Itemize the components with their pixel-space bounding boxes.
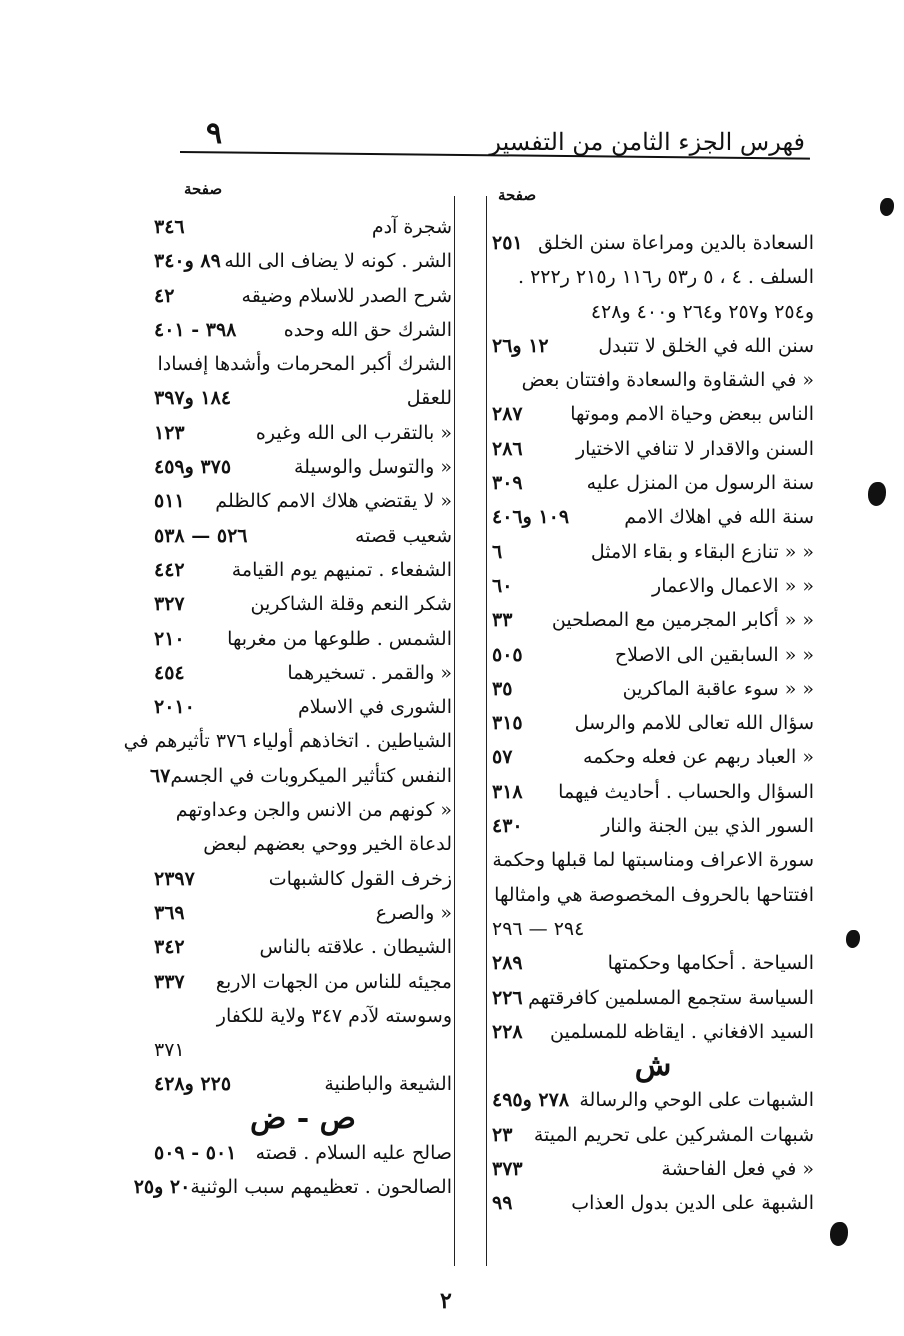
index-entry <box>150 450 452 484</box>
entry-pages: ٣٧٥ و٤٥٩ <box>154 456 232 479</box>
entry-pages: ٣٢٧ <box>154 593 185 616</box>
entry-pages: ٢٠ و٢٥ <box>133 1176 191 1199</box>
entry-text: « في فعل الفاحشة <box>661 1158 814 1181</box>
entry-text: السنن والاقدار لا تنافي الاختيار <box>575 437 814 460</box>
entry-pages: ٣٧٣ <box>492 1158 523 1181</box>
index-entry <box>150 656 452 690</box>
entry-pages: ٢٣٩٧ <box>154 867 195 890</box>
index-entry <box>488 878 814 912</box>
index-entry <box>150 930 452 964</box>
entry-text: سنة الرسول من المنزل عليه <box>586 472 814 495</box>
entry-text: « بالتقرب الى الله وغيره <box>255 421 452 444</box>
index-entry <box>150 1067 452 1101</box>
entry-text: صالح عليه السلام . قصته <box>255 1142 452 1165</box>
entry-text: شبهات المشركين على تحريم الميتة <box>533 1123 814 1146</box>
entry-text: « كونهم من الانس والجن وعداوتهم <box>175 799 452 822</box>
entry-text: لدعاة الخير ووحي بعضهم لبعض <box>203 833 452 856</box>
index-entry <box>488 1186 814 1220</box>
index-entry <box>150 965 452 999</box>
entry-text: الناس ببعض وحياة الامم وموتها <box>570 403 814 426</box>
entry-text: الشمس . طلوعها من مغربها <box>227 627 452 650</box>
index-entry <box>488 569 814 603</box>
index-entry <box>150 210 452 244</box>
entry-text: السؤال والحساب . أحاديث فيهما <box>558 780 814 803</box>
entry-pages: ٥٧ <box>492 746 513 769</box>
index-entry <box>488 397 814 431</box>
entry-pages: ١٢ و٢٦ <box>492 334 549 357</box>
entry-text: « « السابقين الى الاصلاح <box>614 643 814 666</box>
index-entry <box>150 827 452 861</box>
index-entry <box>488 809 814 843</box>
entry-pages: ٢٢٦ <box>492 986 523 1009</box>
index-entry <box>150 244 452 278</box>
entry-pages: ٤٢ <box>154 284 175 307</box>
ink-blot <box>868 482 886 506</box>
entry-pages: ٢١٠ <box>154 627 185 650</box>
index-entry <box>150 862 452 896</box>
index-entry <box>150 313 452 347</box>
entry-pages: ٢٧٨ و٤٩٥ <box>492 1089 570 1112</box>
index-entry <box>488 603 814 637</box>
index-entry <box>488 1083 814 1117</box>
entry-pages: ٢٣ <box>492 1123 513 1146</box>
column-divider <box>454 196 455 1266</box>
entry-pages: ٥٢٦ — ٥٣٨ <box>154 524 248 547</box>
index-entry <box>488 1118 814 1152</box>
entry-pages: ٣٥ <box>492 677 513 700</box>
index-entry <box>488 1015 814 1049</box>
index-entry <box>488 912 814 946</box>
entry-pages: ٣٣٧ <box>154 970 185 993</box>
entry-pages: ٣٩٨ - ٤٠١ <box>154 318 237 341</box>
entry-pages: ٢٥١ <box>492 232 523 254</box>
entry-text: الشيطان . علاقته بالناس <box>259 936 452 959</box>
index-entry <box>133 1170 452 1204</box>
page-title: فهرس الجزء الثامن من التفسير <box>489 128 805 156</box>
entry-pages: ٢٠١٠ <box>154 696 195 719</box>
page-number: ٩ <box>206 116 223 151</box>
entry-text: الشورى في الاسلام <box>297 696 452 719</box>
entry-text: « لا يقتضي هلاك الامم كالظلم <box>215 490 452 513</box>
index-entry <box>150 1136 452 1170</box>
entry-text: الشرك حق الله وحده <box>283 318 452 341</box>
index-entry <box>150 416 452 450</box>
entry-pages: ٣٤٦ <box>154 216 185 238</box>
index-entry <box>150 553 452 587</box>
entry-pages: ٤٣٠ <box>492 815 523 838</box>
index-entry <box>488 740 814 774</box>
right-column-heading: صفحة <box>498 186 537 204</box>
index-entry <box>150 519 452 553</box>
entry-pages: ٤٥٤ <box>154 661 185 684</box>
entry-text: سنن الله في الخلق لا تتبدل <box>598 334 814 357</box>
ink-blot <box>846 930 860 948</box>
entry-text: شكر النعم وقلة الشاكرين <box>250 593 452 616</box>
index-entry <box>488 1152 814 1186</box>
entry-text: ٣٧١ <box>154 1039 185 1062</box>
entry-text: النفس كتأثير الميكروبات في الجسم <box>170 764 452 787</box>
index-entry <box>488 500 814 534</box>
entry-pages: ٣١٨ <box>492 780 523 803</box>
index-entry <box>488 672 814 706</box>
entry-text: « في الشقاوة والسعادة وافتتان بعض <box>521 369 814 392</box>
entry-text: السعادة بالدين ومراعاة سنن الخلق <box>538 232 814 254</box>
index-entry <box>150 381 452 415</box>
left-index-column <box>123 210 452 1205</box>
index-entry <box>488 260 814 294</box>
index-entry <box>488 432 814 466</box>
entry-text: ص - ض <box>250 1100 356 1136</box>
index-entry <box>150 759 452 793</box>
entry-text: زخرف القول كالشبهات <box>268 867 452 890</box>
entry-text: الشفعاء . تمنيهم يوم القيامة <box>231 558 452 581</box>
entry-text: السور الذي بين الجنة والنار <box>601 815 814 838</box>
entry-pages: ١٠٩ و٤٠٦ <box>492 506 570 529</box>
page-header <box>180 112 805 168</box>
entry-text: مجيئه للناس من الجهات الاربع <box>215 970 452 993</box>
entry-text: شرح الصدر للاسلام وضيقه <box>241 284 452 307</box>
index-entry <box>488 638 814 672</box>
index-entry <box>150 793 452 827</box>
entry-pages: ٢٢٨ <box>492 1020 523 1043</box>
index-entry <box>488 775 814 809</box>
entry-pages: ٣٣ <box>492 609 513 632</box>
index-entry <box>488 295 814 329</box>
entry-text: افتتاحها بالحروف المخصوصة هي وامثالها <box>494 883 814 906</box>
entry-text: سؤال الله تعالى للامم والرسل <box>574 712 814 735</box>
entry-text: الشر . كونه لا يضاف الى الله <box>224 250 452 273</box>
entry-pages: ٣١٥ <box>492 712 523 735</box>
entry-pages: ٥١١ <box>154 490 185 513</box>
left-column-heading: صفحة <box>184 180 223 198</box>
entry-text: ٢٩٤ — ٢٩٦ <box>492 917 585 940</box>
index-entry <box>150 622 452 656</box>
entry-text: « العباد ربهم عن فعله وحكمه <box>582 746 814 769</box>
entry-pages: ٣٤٢ <box>154 936 185 959</box>
section-letter <box>150 1102 452 1136</box>
entry-pages: ١٢٣ <box>154 421 185 444</box>
index-entry <box>150 1033 452 1067</box>
signature-number: ٢ <box>440 1288 452 1314</box>
index-entry <box>123 724 452 758</box>
entry-pages: ٤٤٢ <box>154 558 185 581</box>
entry-text: « « الاعمال والاعمار <box>652 574 814 597</box>
entry-text: وسوسته لآدم ٣٤٧ ولاية للكفار <box>216 1004 452 1027</box>
entry-pages: ٦٠ <box>492 574 513 597</box>
index-entry <box>150 690 452 724</box>
entry-text: و٢٥٤ و٢٥٧ و٢٦٤ و٤٠٠ و٤٢٨ <box>590 300 814 323</box>
index-entry <box>488 981 814 1015</box>
entry-text: الشرك أكبر المحرمات وأشدها إفسادا <box>157 353 452 376</box>
entry-text: « والقمر . تسخيرهما <box>287 661 452 684</box>
ink-blot <box>830 1222 848 1246</box>
entry-pages: ٦ <box>492 540 503 563</box>
entry-text: سورة الاعراف ومناسبتها لما قبلها وحكمة <box>492 849 814 872</box>
entry-text: الشيعة والباطنية <box>324 1073 452 1096</box>
entry-pages: ٥٠١ - ٥٠٩ <box>154 1142 237 1165</box>
entry-text: « « سوء عاقبة الماكرين <box>622 677 814 700</box>
entry-text: الشبهات على الوحي والرسالة <box>579 1089 814 1112</box>
entry-text: للعقل <box>406 387 452 410</box>
entry-text: السلف . ٤ ، ٥ ر٥٣ ر١١٦ ر٢١٥ ر٢٢٢ . <box>517 266 814 289</box>
right-index-column <box>488 226 814 1221</box>
entry-pages: ٥٠٥ <box>492 643 523 666</box>
index-entry <box>488 535 814 569</box>
entry-text: « والصرع <box>375 901 452 924</box>
entry-pages: ١٨٤ و٣٩٧ <box>154 387 232 410</box>
section-letter <box>488 1049 814 1083</box>
entry-text: السياحة . أحكامها وحكمتها <box>607 952 814 975</box>
entry-pages: ٣٦٩ <box>154 901 185 924</box>
entry-pages: ٦٧ <box>149 764 171 787</box>
index-entry <box>150 279 452 313</box>
index-entry <box>488 226 814 260</box>
entry-pages: ٢٨٩ <box>492 952 523 975</box>
entry-text: الصالحون . تعظيمهم سبب الوثنية <box>190 1176 452 1199</box>
entry-pages: ٣٠٩ <box>492 472 523 495</box>
entry-text: « « أكابر المجرمين مع المصلحين <box>551 609 814 632</box>
index-entry <box>488 363 814 397</box>
entry-pages: ٢٨٦ <box>492 437 523 460</box>
entry-pages: ٨٩ و٣٤٠ <box>154 250 221 273</box>
entry-pages: ٩٩ <box>492 1192 513 1215</box>
entry-text: شعيب قصته <box>355 524 452 547</box>
entry-pages: ٢٨٧ <box>492 403 523 426</box>
index-entry <box>488 329 814 363</box>
entry-text: « والتوسل والوسيلة <box>294 456 452 479</box>
entry-text: « « تنازع البقاء و بقاء الامثل <box>590 540 814 563</box>
index-entry <box>150 484 452 518</box>
index-entry <box>150 347 452 381</box>
entry-text: ش <box>634 1048 672 1084</box>
entry-text: شجرة آدم <box>371 216 452 238</box>
index-entry <box>488 946 814 980</box>
column-divider <box>486 196 487 1266</box>
entry-pages: ٢٢٥ و٤٢٨ <box>154 1073 232 1096</box>
ink-blot <box>880 198 894 216</box>
index-entry <box>488 843 814 877</box>
index-entry <box>150 896 452 930</box>
index-entry <box>488 706 814 740</box>
entry-text: السياسة ستجمع المسلمين كافرقتهم <box>528 986 814 1009</box>
entry-text: الشياطين . اتخاذهم أولياء ٣٧٦ تأثيرهم في <box>123 730 452 753</box>
entry-text: السيد الافغاني . ايقاظه للمسلمين <box>550 1020 814 1043</box>
index-entry <box>488 466 814 500</box>
entry-text: الشبهة على الدين بدول العذاب <box>571 1192 814 1215</box>
index-entry <box>150 999 452 1033</box>
index-entry <box>150 587 452 621</box>
entry-text: سنة الله في اهلاك الامم <box>624 506 814 529</box>
